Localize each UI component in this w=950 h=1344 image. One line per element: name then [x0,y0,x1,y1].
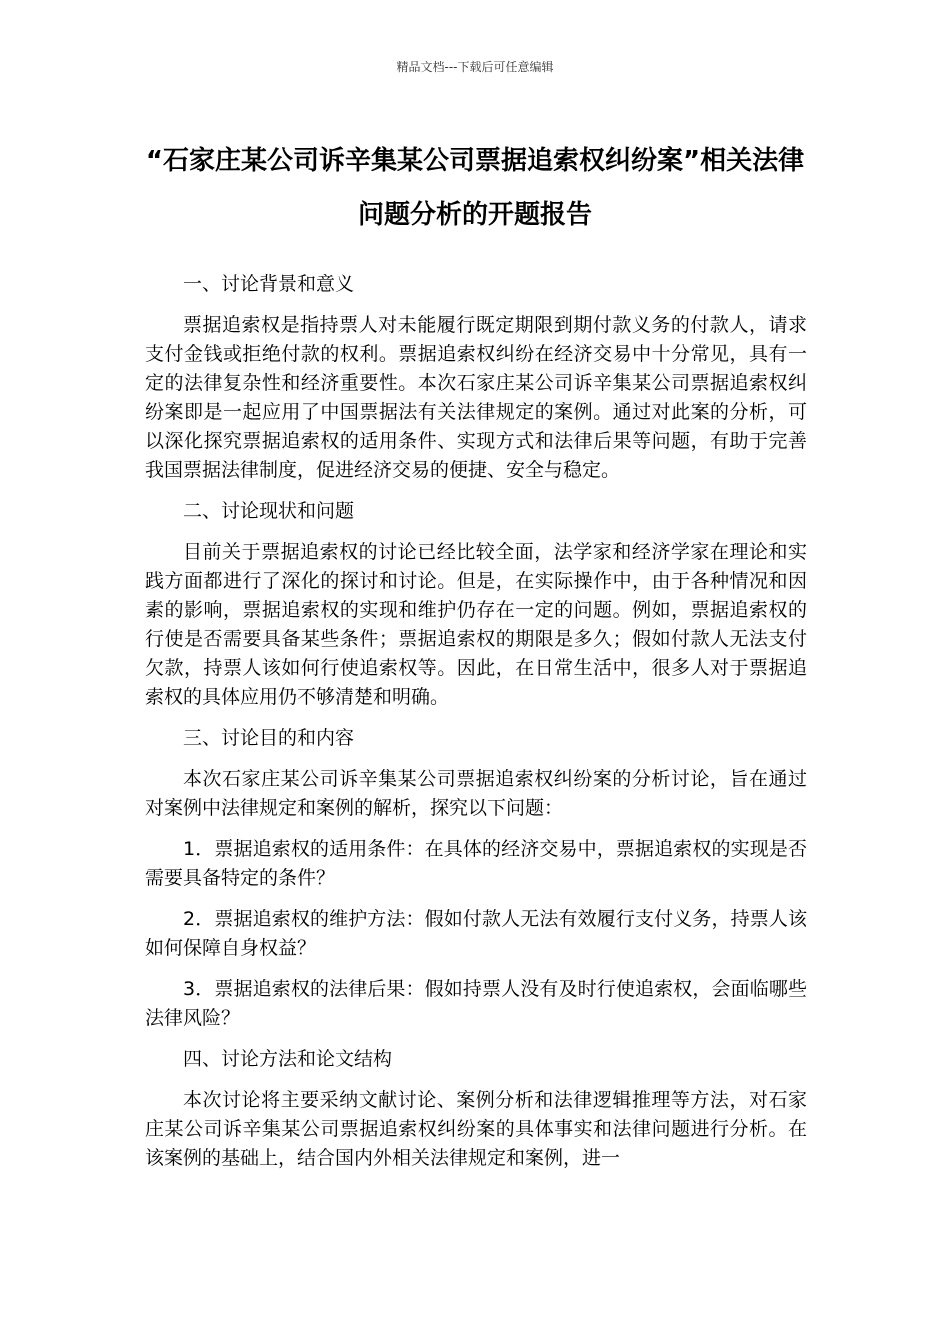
paragraph: 目前关于票据追索权的讨论已经比较全面，法学家和经济学家在理论和实践方面都进行了深化的探讨和讨论。但是，在实际操作中，由于各种情况和因素的影响，票据追索权的实现和维护仍存在一定的问题。例如，票据追索权的行使是否需要具备某些条件；票据追索权的期限是多久；假如付款人无法支付欠款，持票人该如何行使追索权等。因此，在日常生活中，很多人对于票据追索权的具体应用仍不够清楚和明确。 [145,541,807,708]
list-item: 3．票据追索权的法律后果：假如持票人没有及时行使追索权，会面临哪些法律风险？ [145,978,807,1029]
paragraph: 本次讨论将主要采纳文献讨论、案例分析和法律逻辑推理等方法，对石家庄某公司诉辛集某公司票据追索权纠纷案的具体事实和法律问题进行分析。在该案例的基础上，结合国内外相关法律规定和案例，进一 [145,1089,807,1169]
document-title: “石家庄某公司诉辛集某公司票据追索权纠纷案”相关法律问题分析的开题报告 [145,146,805,230]
list-item: 2．票据追索权的维护方法：假如付款人无法有效履行支付义务，持票人该如何保障自身权益？ [145,908,807,959]
paragraph: 本次石家庄某公司诉辛集某公司票据追索权纠纷案的分析讨论，旨在通过对案例中法律规定和案例的解析，探究以下问题： [145,768,807,819]
section-heading: 一、讨论背景和意义 [183,273,355,295]
list-item: 1．票据追索权的适用条件：在具体的经济交易中，票据追索权的实现是否需要具备特定的条件？ [145,838,807,889]
paragraph: 票据追索权是指持票人对未能履行既定期限到期付款义务的付款人，请求支付金钱或拒绝付款的权利。票据追索权纠纷在经济交易中十分常见，具有一定的法律复杂性和经济重要性。本次石家庄某公司诉辛集某公司票据追索权纠纷案即是一起应用了中国票据法有关法律规定的案例。通过对此案的分析，可以深化探究票据追索权的适用条件、实现方式和法律后果等问题，有助于完善我国票据法律制度，促进经济交易的便捷、安全与稳定。 [145,314,807,481]
section-heading: 四、讨论方法和论文结构 [183,1048,393,1070]
section-heading: 三、讨论目的和内容 [183,727,355,749]
document-body [145,270,807,1173]
section-heading: 二、讨论现状和问题 [183,500,355,522]
page-header: 精品文档---下载后可任意编辑 [396,60,554,74]
